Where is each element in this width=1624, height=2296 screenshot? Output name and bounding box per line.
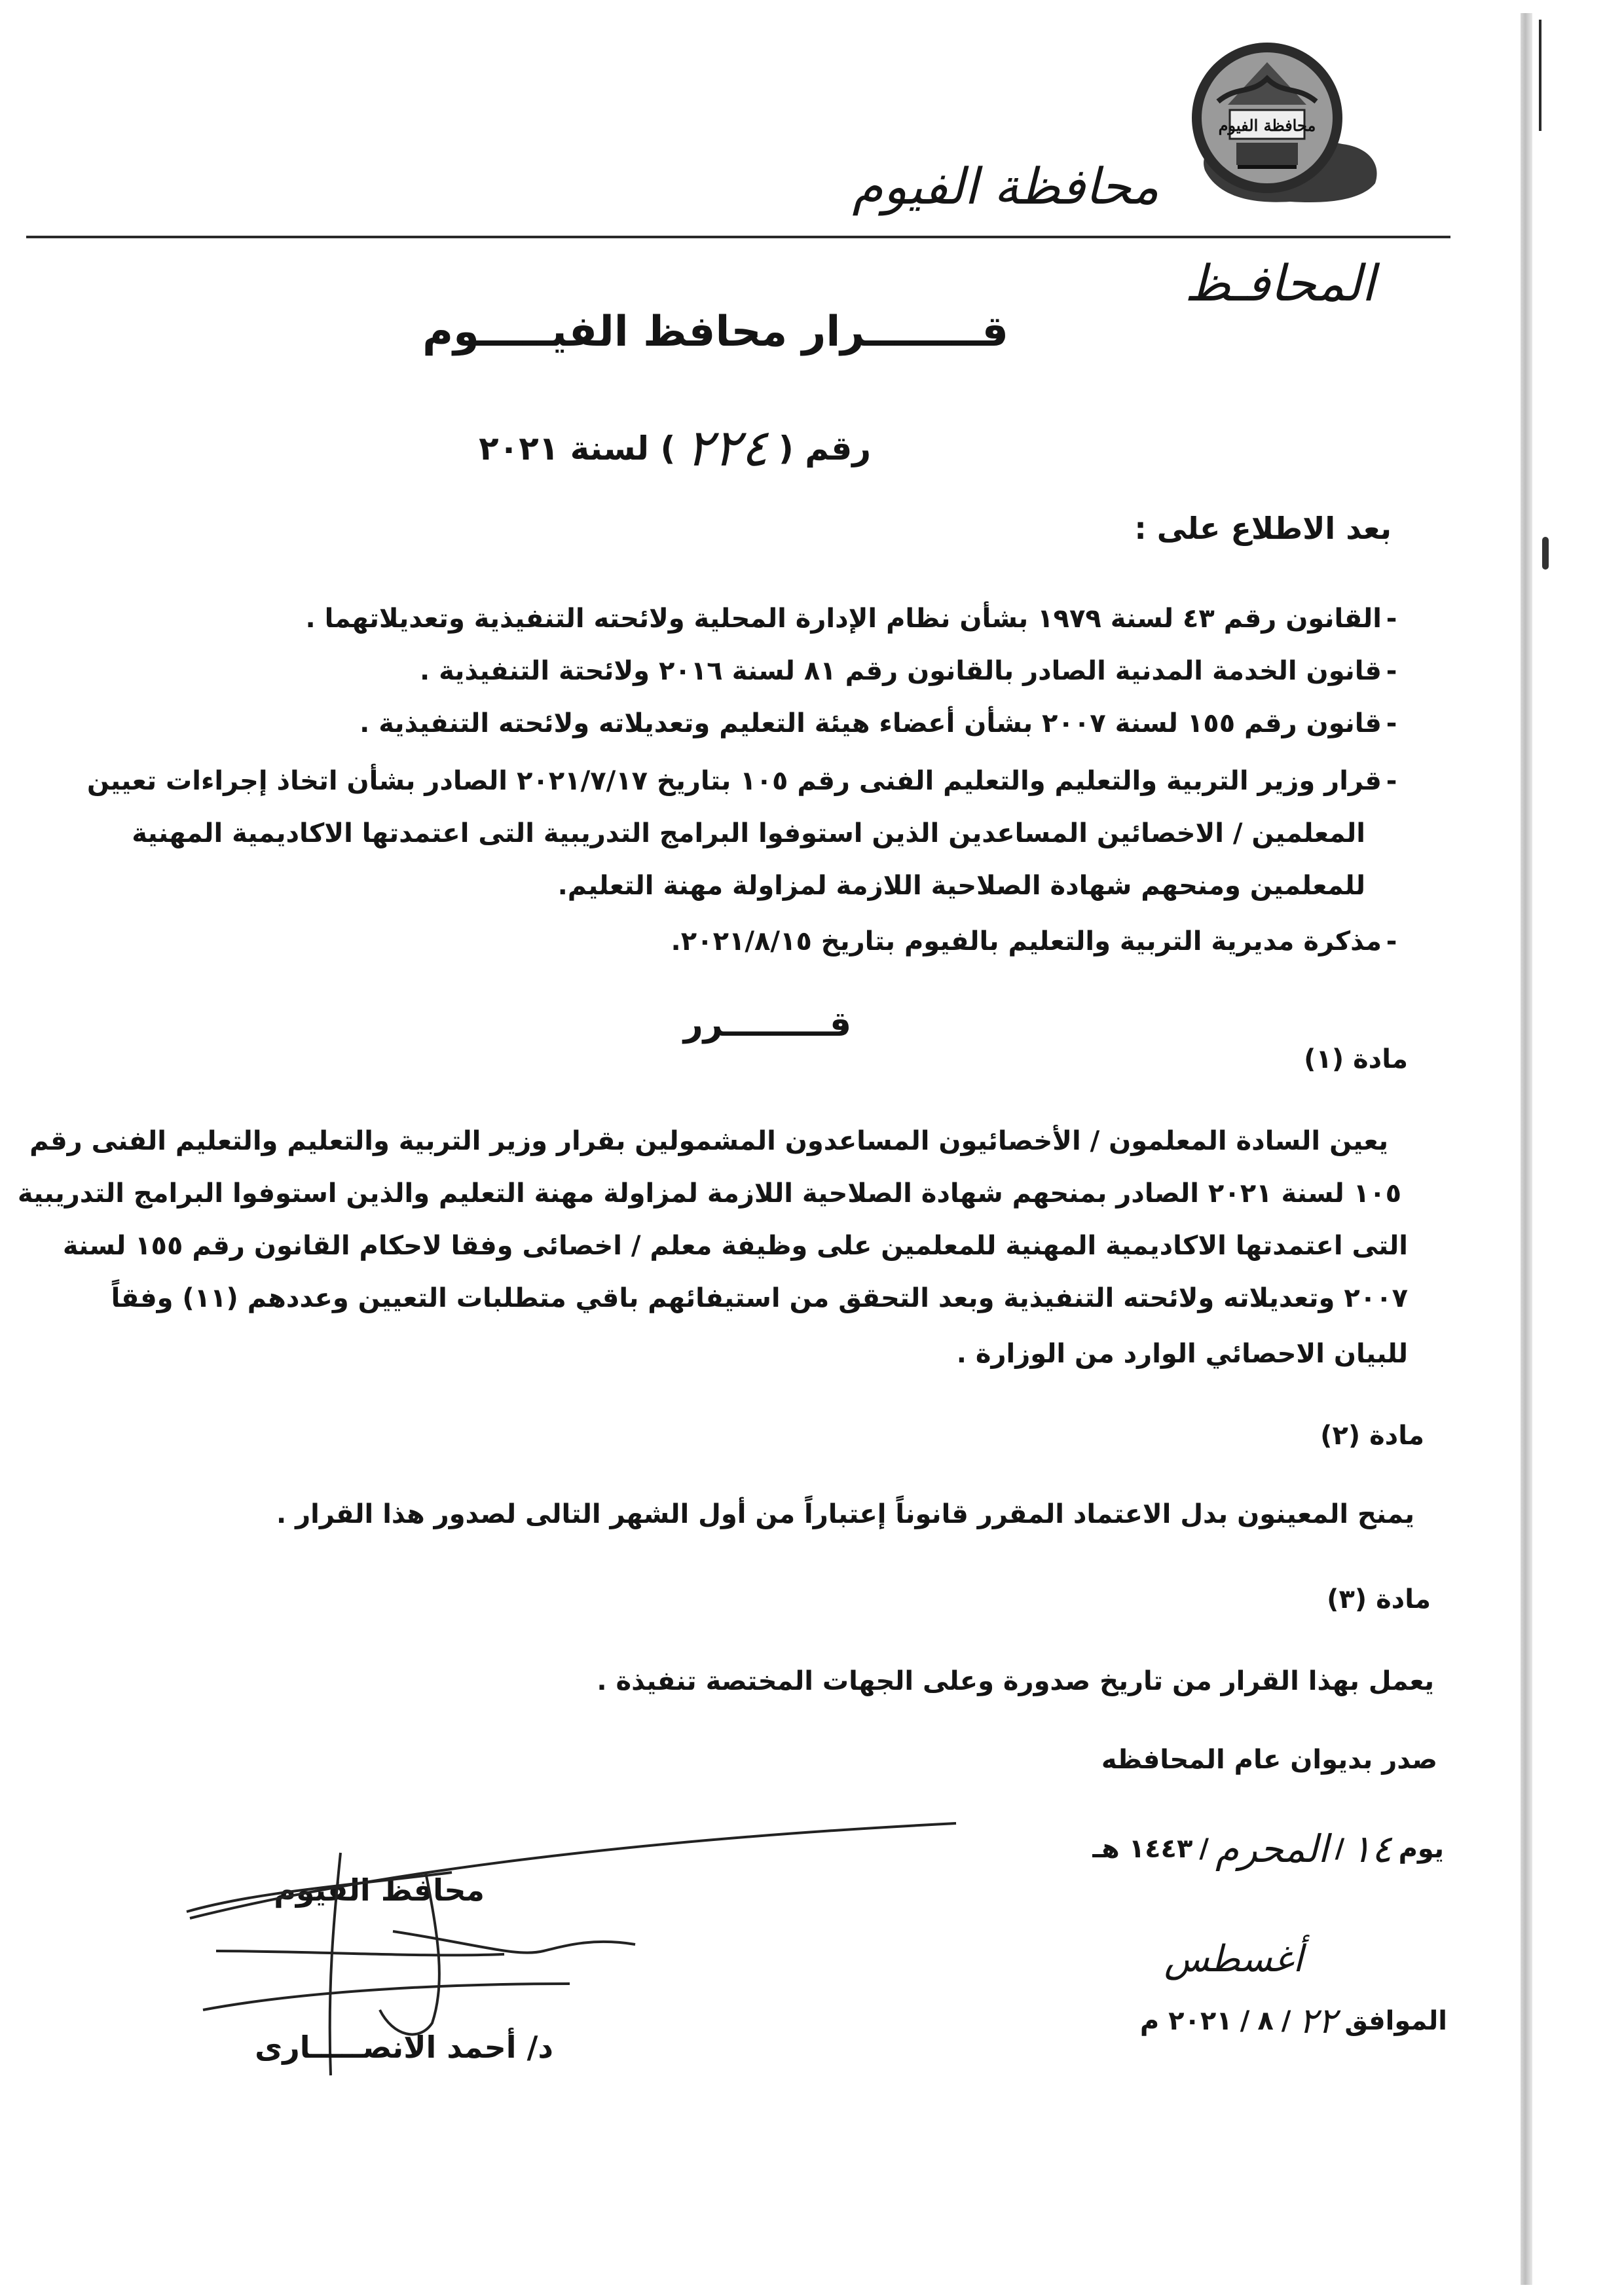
greg-year: ٢٠٢١ م [1139,2005,1232,2036]
greg-prefix: الموافق [1344,2005,1447,2036]
article-title: مادة (٢) [1320,1421,1424,1451]
logo-text: محافظة الفيوم [1218,116,1316,135]
governorate-title: محافظة الفيوم [852,157,1159,215]
hijri-month: المحرم [1215,1827,1329,1871]
decision-number-line [479,419,871,478]
article-title: مادة (٣) [1327,1584,1431,1614]
preamble-item: -القانون رقم ٤٣ لسنة ١٩٧٩ بشأن نظام الإدارة المحلية ولائحته التنفيذية وتعديلاتهما . [305,604,1397,634]
scan-edge-mark [1542,537,1549,570]
gregorian-date: الموافق ٢٢ / ٨ / ٢٠٢١ م [1139,2000,1447,2041]
article-line: للبيان الاحصائي الوارد من الوزارة . [956,1339,1408,1369]
article-line: يمنح المعينون بدل الاعتماد المقرر قانوناً إعتباراً من أول الشهر التالى لصدور هذا القرار . [276,1499,1414,1529]
scan-edge-mark [1539,20,1541,131]
decision-number-prefix: رقم ( [779,429,871,467]
decision-title: قــــــــرار محافظ الفيـــــوم [422,308,1008,356]
decision-year: ) لسنة ٢٠٢١ [479,429,676,467]
preamble-item: -قرار وزير التربية والتعليم والتعليم الفنى رقم ١٠٥ بتاريخ ٢٠٢١/٧/١٧ الصادر بشأن اتخاذ إجراءات تعيين [86,766,1397,796]
signatory-title: محافظ الفيوم [274,1872,485,1908]
preamble-item: -قانون الخدمة المدنية الصادر بالقانون رقم ٨١ لسنة ٢٠١٦ ولائحتة التنفيذية . [420,656,1397,686]
decision-number-handwritten: ٢٢٤ [686,419,768,478]
article-line: التى اعتمدتها الاكاديمية المهنية للمعلمين على وظيفة معلم / اخصائى وفقا لاحكام القانون رقم ١٥٥ لسنة [62,1231,1408,1261]
hijri-date: يوم ١٤ / المحرم / ١٤٤٣ هـ [1092,1827,1444,1871]
preamble-item-continuation: للمعلمين ومنحهم شهادة الصلاحية اللازمة لمزاولة مهنة التعليم. [557,871,1365,901]
signatory-name: د/ أحمد الانصـــــارى [255,2030,553,2065]
article-line: ١٠٥ لسنة ٢٠٢١ الصادر بمنحهم شهادة الصلاحية اللازمة لمزاولة مهنة التعليم والذين استوفوا البرامج التدريبية [17,1178,1401,1209]
article-line: يعمل بهذا القرار من تاريخ صدورة وعلى الجهات المختصة تنفيذة . [597,1666,1434,1696]
preamble-item: -قانون رقم ١٥٥ لسنة ٢٠٠٧ بشأن أعضاء هيئة التعليم وتعديلاته ولائحته التنفيذية . [360,708,1397,738]
office-title: المحافـظ [1184,254,1375,312]
preamble-item: -مذكرة مديرية التربية والتعليم بالفيوم بتاريخ ٢٠٢١/٨/١٥. [671,926,1397,957]
preamble-item-continuation: المعلمين / الاخصائين المساعدين الذين استوفوا البرامج التدريبية التى اعتمدتها الاكاديمية المهنية [132,818,1365,848]
hijri-year: ١٤٤٣ هـ [1092,1834,1193,1864]
greg-month-name: أغسطس [1164,1938,1303,1980]
article-line: يعين السادة المعلمون / الأخصائيون المساعدون المشمولين بقرار وزير التربية والتعليم والتعليم الفنى رقم [29,1126,1388,1156]
preamble-heading: بعد الاطلاع على : [1134,511,1392,546]
greg-day: ٢٢ [1299,2000,1337,2041]
issuance-place: صدر بديوان عام المحافظه [1101,1745,1437,1775]
header-divider [26,236,1450,238]
article-line: ٢٠٠٧ وتعديلاته ولائحته التنفيذية وبعد التحقق من استيفائهم باقي متطلبات التعيين وعددهم (١١) وفقاً [111,1283,1408,1313]
article-title: مادة (١) [1304,1044,1408,1074]
greg-month: ٨ [1257,2005,1274,2036]
hijri-day: ١٤ [1351,1827,1392,1871]
decided-heading: قـــــــــرر [683,1005,851,1044]
hijri-prefix: يوم [1398,1834,1444,1864]
governorate-logo [1179,33,1388,229]
scan-edge-shadow [1521,13,1532,2285]
